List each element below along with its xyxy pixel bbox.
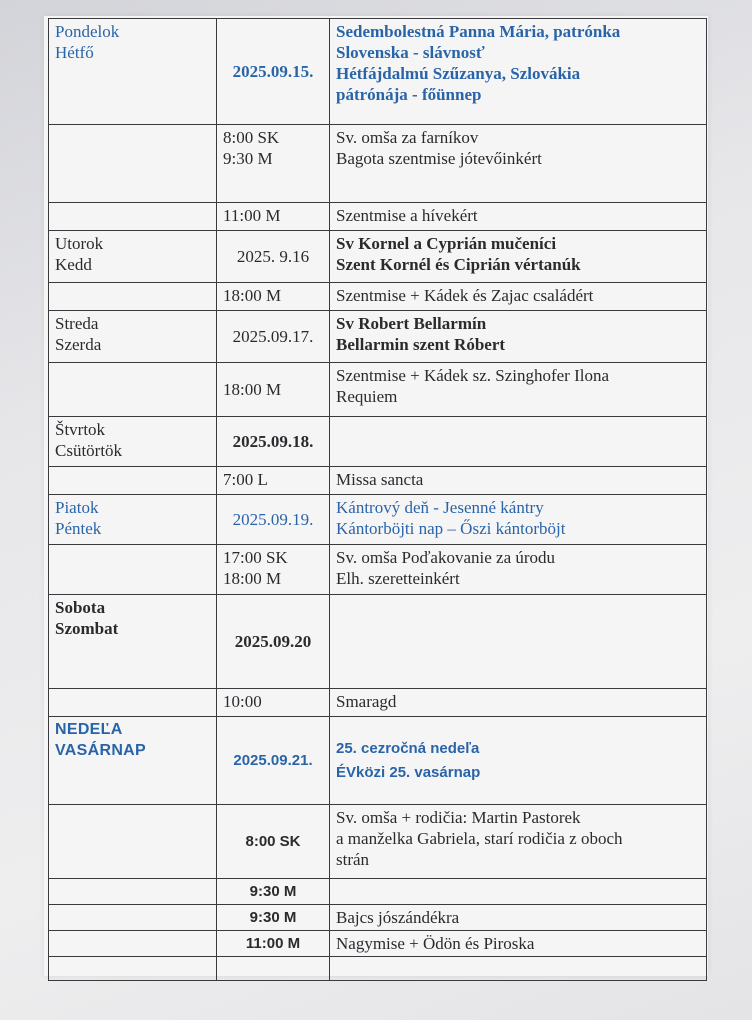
table-row — [49, 311, 707, 363]
table-row — [49, 805, 707, 879]
day-name-hu: Szombat — [55, 619, 119, 638]
table-row — [49, 125, 707, 203]
mass-time: 11:00 M — [223, 206, 281, 225]
feast-line: Sv Robert Bellarmín — [336, 314, 487, 333]
table-row — [49, 19, 707, 125]
intention-cell — [330, 905, 707, 931]
intention-line: Nagymise + Ödön és Piroska — [336, 934, 535, 953]
intention-line: Sv. omša Poďakovanie za úrodu — [336, 548, 556, 567]
mass-time: 18:00 M — [223, 286, 282, 305]
day-name-sk: Piatok — [55, 498, 99, 517]
feast-line: Slovenska - slávnosť — [336, 43, 485, 62]
empty-cell — [49, 203, 217, 231]
feast-line: Sedembolestná Panna Mária, patrónka — [336, 22, 621, 41]
day-cell — [49, 495, 217, 545]
day-cell — [49, 19, 217, 125]
intention-line: a manželka Gabriela, starí rodičia z oboch — [336, 829, 623, 848]
table-row — [49, 203, 707, 231]
feast-cell — [330, 595, 707, 689]
intention-line: Sv. omša za farníkov — [336, 128, 479, 147]
empty-cell — [49, 879, 217, 905]
date-cell: 2025.09.19. — [217, 495, 330, 545]
intention-line: Requiem — [336, 387, 398, 406]
table-row — [49, 931, 707, 957]
table-row — [49, 495, 707, 545]
mass-schedule-table — [48, 18, 707, 981]
intention-cell — [330, 805, 707, 879]
mass-time: 7:00 L — [223, 470, 268, 489]
date-cell: 2025.09.15. — [217, 19, 330, 125]
mass-time: 18:00 M — [223, 569, 282, 588]
table-row — [49, 283, 707, 311]
day-name-sk: Pondelok — [55, 22, 120, 41]
time-cell — [217, 805, 330, 879]
intention-cell — [330, 545, 707, 595]
intention-cell — [330, 283, 707, 311]
table-row — [49, 595, 707, 689]
day-cell — [49, 417, 217, 467]
date-cell: 2025.09.21. — [217, 717, 330, 805]
feast-line: Hétfájdalmú Szűzanya, Szlovákia — [336, 64, 581, 83]
date-cell: 2025.09.18. — [217, 417, 330, 467]
table-row — [49, 231, 707, 283]
feast-cell — [330, 417, 707, 467]
intention-line: Bajcs jószándékra — [336, 908, 460, 927]
table-row — [49, 879, 707, 905]
empty-cell — [49, 905, 217, 931]
day-cell — [49, 231, 217, 283]
intention-line: Elh. szeretteinkért — [336, 569, 460, 588]
time-cell — [217, 879, 330, 905]
empty-cell — [49, 283, 217, 311]
feast-cell — [330, 717, 707, 805]
feast-line: Szent Kornél és Ciprián vértanúk — [336, 255, 581, 274]
empty-cell — [49, 957, 217, 981]
table-row — [49, 467, 707, 495]
intention-line: Sv. omša + rodičia: Martin Pastorek — [336, 808, 581, 827]
empty-cell — [49, 689, 217, 717]
feast-cell — [330, 19, 707, 125]
intention-line: Szentmise a hívekért — [336, 206, 478, 225]
empty-cell — [330, 957, 707, 981]
time-cell — [217, 363, 330, 417]
mass-time: 10:00 — [223, 692, 262, 711]
mass-time: 9:30 M — [223, 149, 273, 168]
feast-line: Kántrový deň - Jesenné kántry — [336, 498, 544, 517]
empty-cell — [49, 125, 217, 203]
mass-time: 18:00 M — [223, 380, 282, 399]
day-name-sk: Streda — [55, 314, 99, 333]
day-name-hu: VASÁRNAP — [55, 742, 147, 759]
feast-cell — [330, 495, 707, 545]
feast-line: 25. cezročná nedeľa — [336, 739, 480, 757]
day-cell — [49, 311, 217, 363]
table-row — [49, 717, 707, 805]
time-cell — [217, 203, 330, 231]
intention-line: strán — [336, 850, 370, 869]
feast-line: Bellarmin szent Róbert — [336, 335, 506, 354]
day-name-sk: Štvrtok — [55, 420, 106, 439]
empty-cell — [49, 467, 217, 495]
empty-cell — [49, 805, 217, 879]
intention-line: Szentmise + Kádek és Zajac családért — [336, 286, 594, 305]
mass-time: 11:00 M — [245, 935, 301, 952]
mass-time: 17:00 SK — [223, 548, 288, 567]
day-name-hu: Hétfő — [55, 43, 94, 62]
time-cell — [217, 689, 330, 717]
intention-line: Missa sancta — [336, 470, 424, 489]
intention-line: Smaragd — [336, 692, 397, 711]
intention-cell — [330, 931, 707, 957]
table-row — [49, 905, 707, 931]
intention-cell — [330, 203, 707, 231]
feast-line: Kántorböjti nap – Őszi kántorböjt — [336, 519, 566, 538]
time-cell — [217, 467, 330, 495]
time-cell — [217, 931, 330, 957]
empty-cell — [49, 931, 217, 957]
day-name-sk: Sobota — [55, 598, 106, 617]
day-name-sk: NEDEĽA — [55, 721, 123, 738]
time-cell — [217, 545, 330, 595]
feast-line: ÉVközi 25. vasárnap — [336, 763, 481, 781]
day-name-sk: Utorok — [55, 234, 104, 253]
day-name-hu: Szerda — [55, 335, 102, 354]
intention-cell — [330, 363, 707, 417]
feast-line: Sv Kornel a Cyprián mučeníci — [336, 234, 557, 253]
feast-line: pátrónája - főünnep — [336, 85, 482, 104]
table-row — [49, 417, 707, 467]
intention-line: Szentmise + Kádek sz. Szinghofer Ilona — [336, 366, 610, 385]
day-cell — [49, 595, 217, 689]
date-cell: 2025. 9.16 — [217, 231, 330, 283]
mass-time: 8:00 SK — [223, 128, 280, 147]
empty-cell — [217, 957, 330, 981]
intention-cell — [330, 879, 707, 905]
table-row — [49, 545, 707, 595]
empty-cell — [49, 363, 217, 417]
day-cell — [49, 717, 217, 805]
mass-time: 9:30 M — [249, 909, 297, 926]
intention-line: Bagota szentmise jótevőinkért — [336, 149, 542, 168]
date-cell: 2025.09.20 — [217, 595, 330, 689]
time-cell — [217, 125, 330, 203]
feast-cell — [330, 231, 707, 283]
table-row — [49, 957, 707, 981]
intention-cell — [330, 467, 707, 495]
feast-cell — [330, 311, 707, 363]
mass-time: 8:00 SK — [245, 833, 301, 850]
day-name-hu: Kedd — [55, 255, 92, 274]
day-name-hu: Csütörtök — [55, 441, 123, 460]
time-cell — [217, 283, 330, 311]
date-cell: 2025.09.17. — [217, 311, 330, 363]
intention-cell — [330, 689, 707, 717]
intention-cell — [330, 125, 707, 203]
day-name-hu: Péntek — [55, 519, 102, 538]
time-cell — [217, 905, 330, 931]
empty-cell — [49, 545, 217, 595]
table-row — [49, 689, 707, 717]
table-row — [49, 363, 707, 417]
mass-time: 9:30 M — [249, 883, 297, 900]
